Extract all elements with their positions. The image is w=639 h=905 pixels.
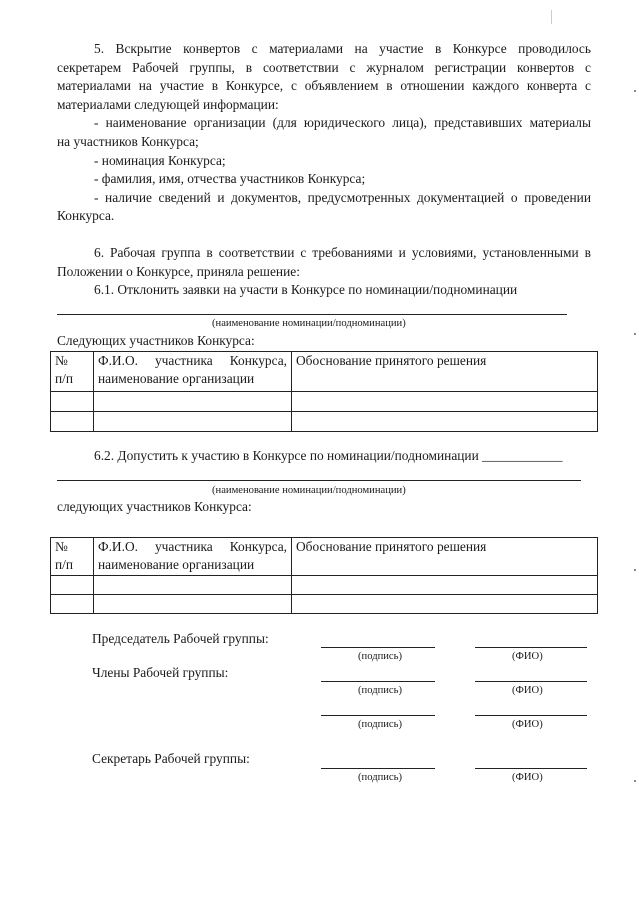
name-caption: (ФИО)	[512, 651, 543, 662]
member-name-line	[475, 681, 587, 682]
section-6-line: Положении о Конкурсе, приняла решение:	[57, 263, 300, 279]
header-reason: Обоснование принятого решения	[292, 538, 598, 576]
table-row	[51, 576, 598, 595]
chairman-name-line	[475, 647, 587, 648]
table-1-intro: Следующих участников Конкурса:	[57, 333, 255, 348]
table-row	[51, 412, 598, 432]
nomination-caption: (наименование номинации/подноминации)	[212, 318, 406, 329]
section-5-line: - номинация Конкурса;	[94, 152, 226, 168]
rejected-participants-table	[50, 351, 598, 432]
table-2-intro: следующих участников Конкурса:	[57, 499, 252, 514]
admitted-participants-table	[50, 537, 598, 614]
chairman-label: Председатель Рабочей группы:	[92, 631, 269, 646]
scan-artifact	[634, 569, 636, 571]
header-participant: Ф.И.О. участника Конкурса, наименование организации	[94, 352, 292, 392]
signature-caption: (подпись)	[358, 685, 402, 696]
header-participant: Ф.И.О. участника Конкурса, наименование организации	[94, 538, 292, 576]
section-5-paragraph	[57, 40, 591, 226]
scan-artifact	[634, 780, 636, 782]
section-6-1-line: 6.1. Отклонить заявки на участи в Конкурсе по номинации/подноминации	[94, 282, 518, 298]
signature-caption: (подпись)	[358, 719, 402, 730]
name-caption: (ФИО)	[512, 719, 543, 730]
signature-caption: (подпись)	[358, 772, 402, 783]
header-number: № п/п	[51, 538, 94, 576]
section-5-line: Конкурса.	[57, 208, 115, 224]
section-5-line: материалами на участие в Конкурсе, с объявлением в отношении каждого конверта с	[57, 78, 591, 94]
table-row	[51, 392, 598, 412]
table-row	[51, 595, 598, 614]
section-5-line: 5. Вскрытие конвертов с материалами на участие в Конкурсе проводилось	[94, 41, 591, 56]
nomination-blank-line-2	[57, 480, 581, 481]
nomination-caption-2: (наименование номинации/подноминации)	[212, 485, 406, 496]
section-5-line: на участников Конкурса;	[57, 133, 199, 149]
nomination-blank-line	[57, 314, 567, 315]
section-5-line: материалами следующей информации:	[57, 96, 279, 112]
section-6-2-line: 6.2. Допустить к участию в Конкурсе по номинации/подноминации ____________	[94, 448, 563, 463]
table-header-row	[51, 538, 598, 576]
header-reason: Обоснование принятого решения	[292, 352, 598, 392]
signature-caption: (подпись)	[358, 651, 402, 662]
name-caption: (ФИО)	[512, 772, 543, 783]
member-name-line	[475, 715, 587, 716]
scan-artifact	[551, 10, 552, 24]
section-5-line: - наименование организации (для юридического лица), представивших материалы	[94, 115, 591, 131]
section-5-line: - фамилия, имя, отчества участников Конкурса;	[94, 171, 366, 187]
table-header-row	[51, 352, 598, 392]
members-label: Члены Рабочей группы:	[92, 665, 229, 680]
chairman-signature-line	[321, 647, 435, 648]
scan-artifact	[634, 90, 636, 92]
name-caption: (ФИО)	[512, 685, 543, 696]
secretary-signature-line	[321, 768, 435, 769]
section-6-line: 6. Рабочая группа в соответствии с требованиями и условиями, установленными в	[94, 245, 591, 260]
section-6-paragraph	[57, 244, 591, 300]
member-signature-line	[321, 715, 435, 716]
header-number: № п/п	[51, 352, 94, 392]
member-signature-line	[321, 681, 435, 682]
section-5-line: секретарем Рабочей группы, в соответствии с журналом регистрации конвертов с	[57, 59, 591, 75]
scan-artifact	[634, 333, 636, 335]
section-5-line: - наличие сведений и документов, предусмотренных документацией о проведении	[94, 189, 591, 205]
secretary-name-line	[475, 768, 587, 769]
secretary-label: Секретарь Рабочей группы:	[92, 751, 250, 766]
